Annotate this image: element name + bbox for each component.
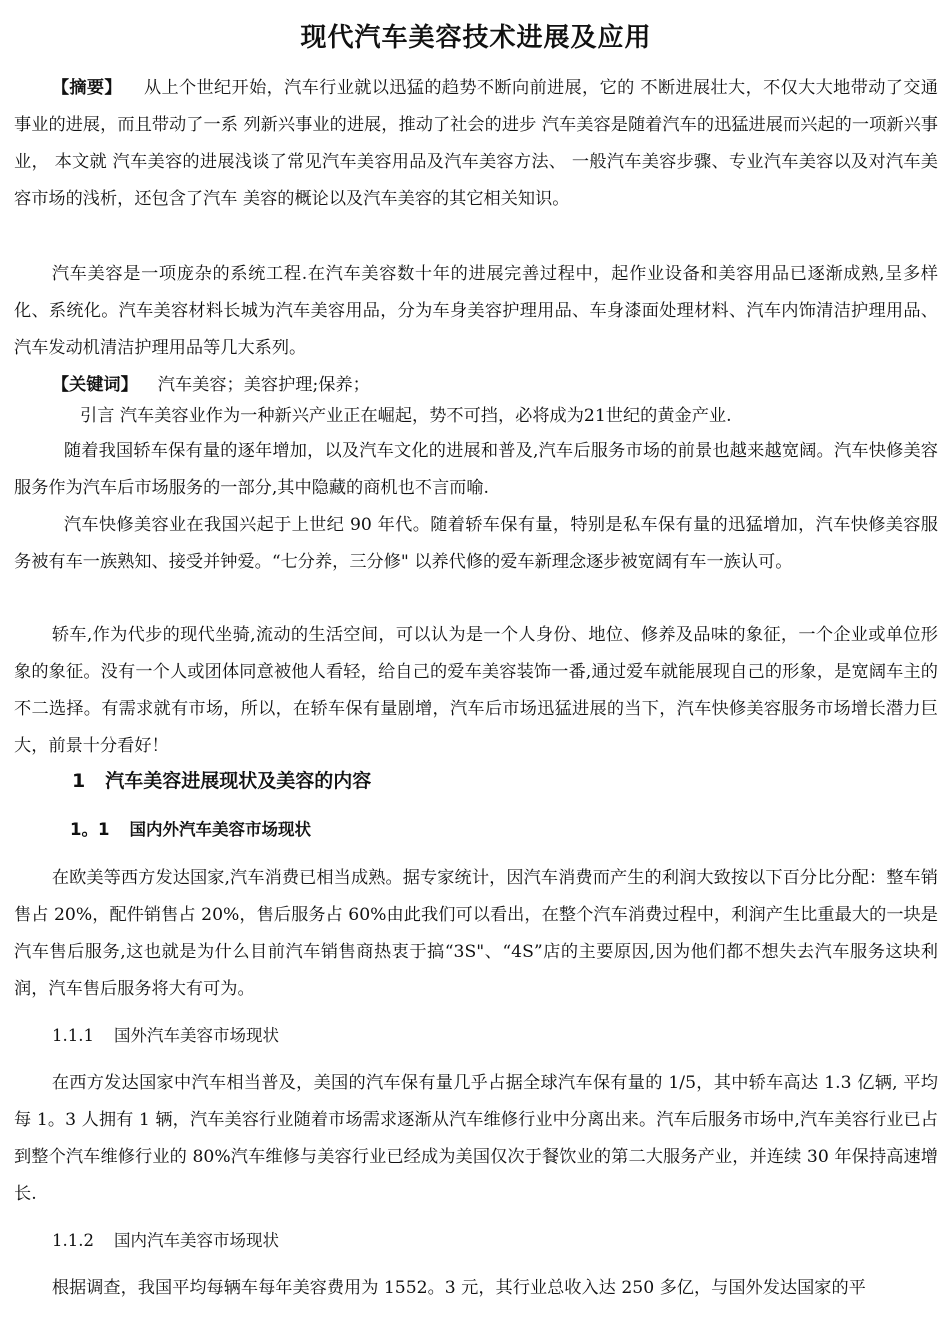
section-title: 国内外汽车美容市场现状 [129, 820, 311, 839]
section-1-1-1-paragraph: 在西方发达国家中汽车相当普及，美国的汽车保有量几乎占据全球汽车保有量的 1/5，其中轿车高达 1.3 亿辆, 平均每 1。3 人拥有 1 辆，汽车美容行业随着市场需求逐渐从汽车维修行业中分离出来。汽车后服务市场中,汽车美容行业已占到整个汽车维修行业的 80%汽车维修与美容行业已经成为美国仅次于餐饮业的第二大服务产业，并连续 30 年保持高速增长. [14, 1073, 938, 1204]
abstract-text: 从上个世纪开始，汽车行业就以迅猛的趋势不断向前进展，它的 不断进展壮大，不仅大大地带动了交通事业的进展，而且带动了一系 列新兴事业的进展，推动了社会的进步 汽车美容是随着汽车的迅猛进展而兴起的一项新兴事业， 本文就 汽车美容的进展浅谈了常见汽车美容用品及汽车美容方法、 一般汽车美容步骤、专业汽车美容以及对汽车美容市场的浅析，还包含了汽车 美容的概论以及汽车美容的其它相关知识。 [14, 78, 938, 209]
section-number: 1.1.1 [52, 1026, 94, 1045]
section-heading-1-1 [14, 812, 938, 848]
section-number: 1。1 [70, 820, 110, 839]
section-1-1-paragraph: 在欧美等西方发达国家,汽车消费已相当成熟。据专家统计，因汽车消费而产生的利润大致按以下百分比分配：整车销售占 20%，配件销售占 20%，售后服务占 60%由此我们可以看出，在整个汽车消费过程中，利润产生比重最大的一块是汽车售后服务,这也就是为什么目前汽车销售商热衷于搞“3S"、“4S”店的主要原因,因为他们都不想失去汽车服务这块利润，汽车售后服务将大有可为。 [14, 868, 938, 999]
section-title: 国内汽车美容市场现状 [113, 1231, 279, 1250]
body-paragraph-3: 轿车,作为代步的现代坐骑,流动的生活空间，可以认为是一个人身份、地位、修养及品味的象征，一个企业或单位形象的象征。没有一个人或团体同意被他人看轻，给自己的爱车美容装饰一番,通过爱车就能展现自己的形象，是宽阔车主的不二选择。有需求就有市场，所以，在轿车保有量剧增，汽车后市场迅猛进展的当下，汽车快修美容服务市场增长潜力巨大，前景十分看好！ [14, 625, 938, 756]
section-1-1-2-paragraph: 根据调查，我国平均每辆车每年美容费用为 1552。3 元，其行业总收入达 250 多亿，与国外发达国家的平 [51, 1278, 866, 1298]
body-paragraph-2: 汽车快修美容业在我国兴起于上世纪 90 年代。随着轿车保有量，特别是私车保有量的迅猛增加，汽车快修美容服务被有车一族熟知、接受并钟爱。“七分养，三分修" 以养代修的爱车新理念逐步被宽阔有车一族认可。 [14, 515, 938, 572]
section-title: 国外汽车美容市场现状 [113, 1026, 279, 1045]
body-paragraph-1: 随着我国轿车保有量的逐年增加，以及汽车文化的进展和普及,汽车后服务市场的前景也越来越宽阔。汽车快修美容服务作为汽车后市场服务的一部分,其中隐藏的商机也不言而喻. [14, 441, 938, 498]
section-number: 1 [72, 770, 86, 792]
keywords-text: 汽车美容；美容护理;保养； [157, 375, 370, 395]
section-number: 1.1.2 [52, 1231, 94, 1250]
section-heading-1-1-2 [14, 1223, 938, 1259]
abstract-label: 【摘要】 [51, 78, 122, 98]
section-heading-1-1-1 [14, 1018, 938, 1054]
preface-line: 引言 汽车美容业作为一种新兴产业正在崛起，势不可挡，必将成为21世纪的黄金产业. [80, 406, 732, 426]
abstract-paragraph [14, 70, 938, 218]
intro-paragraph: 汽车美容是一项庞杂的系统工程.在汽车美容数十年的进展完善过程中，起作业设备和美容用品已逐渐成熟,呈多样化、系统化。汽车美容材料长城为汽车美容用品，分为车身美容护理用品、车身漆面处理材料、汽车内饰清洁护理用品、汽车发动机清洁护理用品等几大系列。 [14, 264, 938, 358]
section-title: 汽车美容进展现状及美容的内容 [105, 770, 372, 792]
keywords-label: 【关键词】 [51, 375, 138, 395]
document-title: 现代汽车美容技术进展及应用 [300, 23, 652, 53]
section-heading-1 [14, 763, 938, 799]
